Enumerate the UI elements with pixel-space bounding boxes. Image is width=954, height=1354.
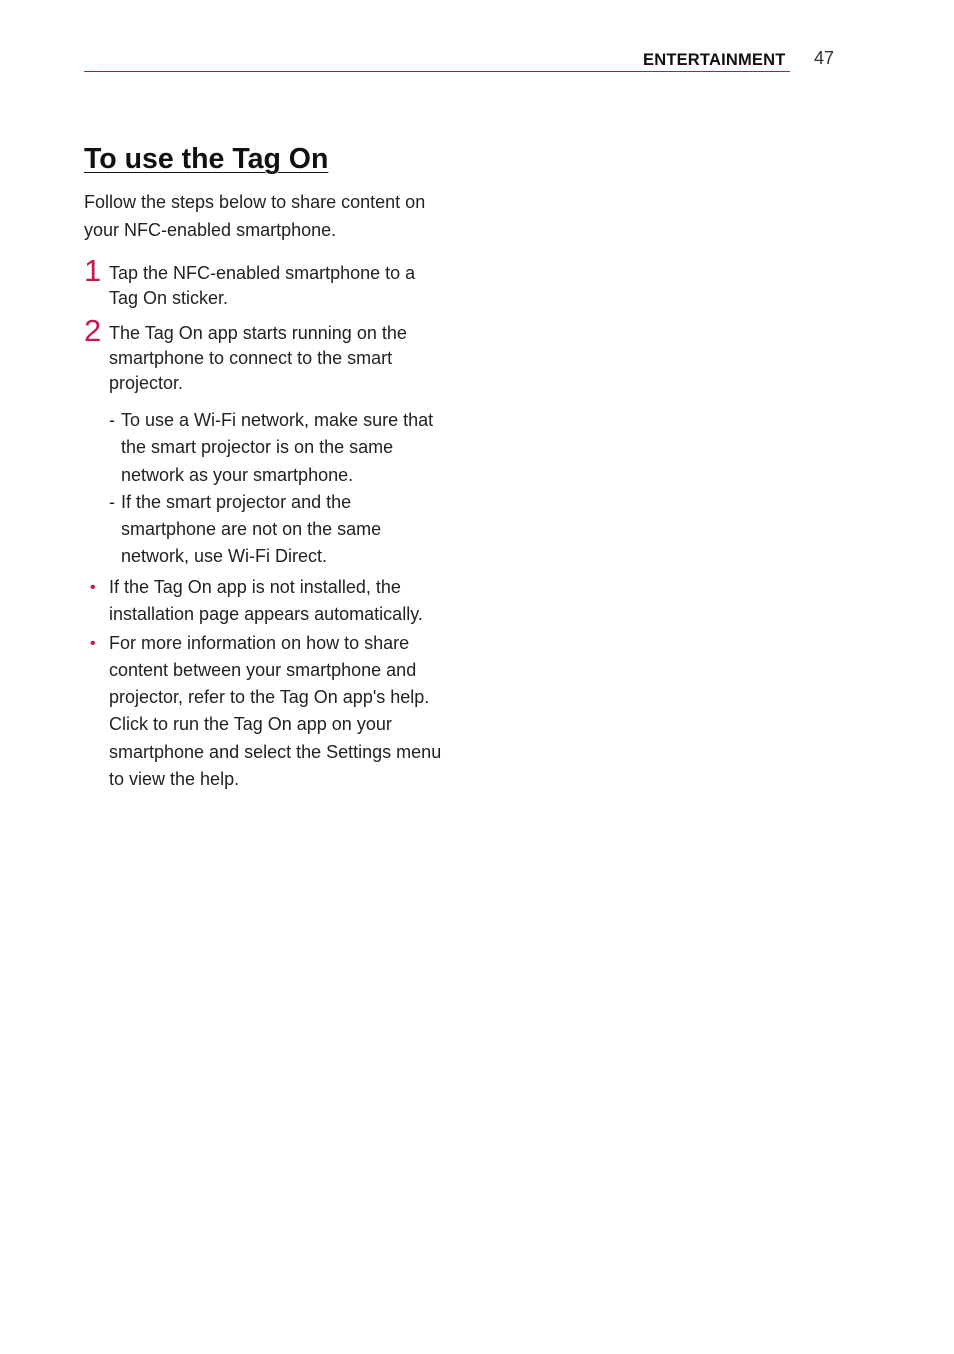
- bullet-icon: •: [90, 579, 96, 596]
- section-header: ENTERTAINMENT: [643, 51, 786, 69]
- step-text: The Tag On app starts running on the smartphone to connect to the smart projector.: [109, 323, 407, 393]
- notes-list: [84, 574, 444, 794]
- list-item: [109, 489, 449, 571]
- list-item: [109, 407, 449, 489]
- step-number: 2: [84, 313, 102, 348]
- page-title: To use the Tag On: [84, 143, 329, 175]
- intro-paragraph: Follow the steps below to share content on your NFC-enabled smartphone.: [84, 192, 426, 240]
- page-number: 47: [814, 48, 835, 68]
- list-item-text: If the Tag On app is not installed, the installation page appears automatically.: [109, 577, 423, 625]
- header-divider: [84, 71, 790, 72]
- dash-marker: -: [109, 491, 115, 512]
- list-item: [84, 630, 444, 794]
- list-item: [84, 574, 444, 629]
- step-2-sub-list: [109, 407, 449, 571]
- dash-marker: -: [109, 410, 115, 430]
- list-item-text: If the smart projector and the smartphone are not on the same network, use Wi-Fi Direct.: [121, 491, 382, 567]
- step-text: Tap the NFC-enabled smartphone to a Tag On sticker.: [109, 263, 416, 308]
- list-item-text: To use a Wi-Fi network, make sure that the smart projector is on the same network as your smartphone.: [121, 410, 434, 485]
- bullet-icon: •: [90, 634, 96, 652]
- list-item-text: For more information on how to share content between your smartphone and projector, refer to the Tag On app's help. Click to run the Tag On app on your smartphone and select the Settings menu to view the help.: [109, 632, 442, 790]
- step-number: 1: [84, 253, 102, 288]
